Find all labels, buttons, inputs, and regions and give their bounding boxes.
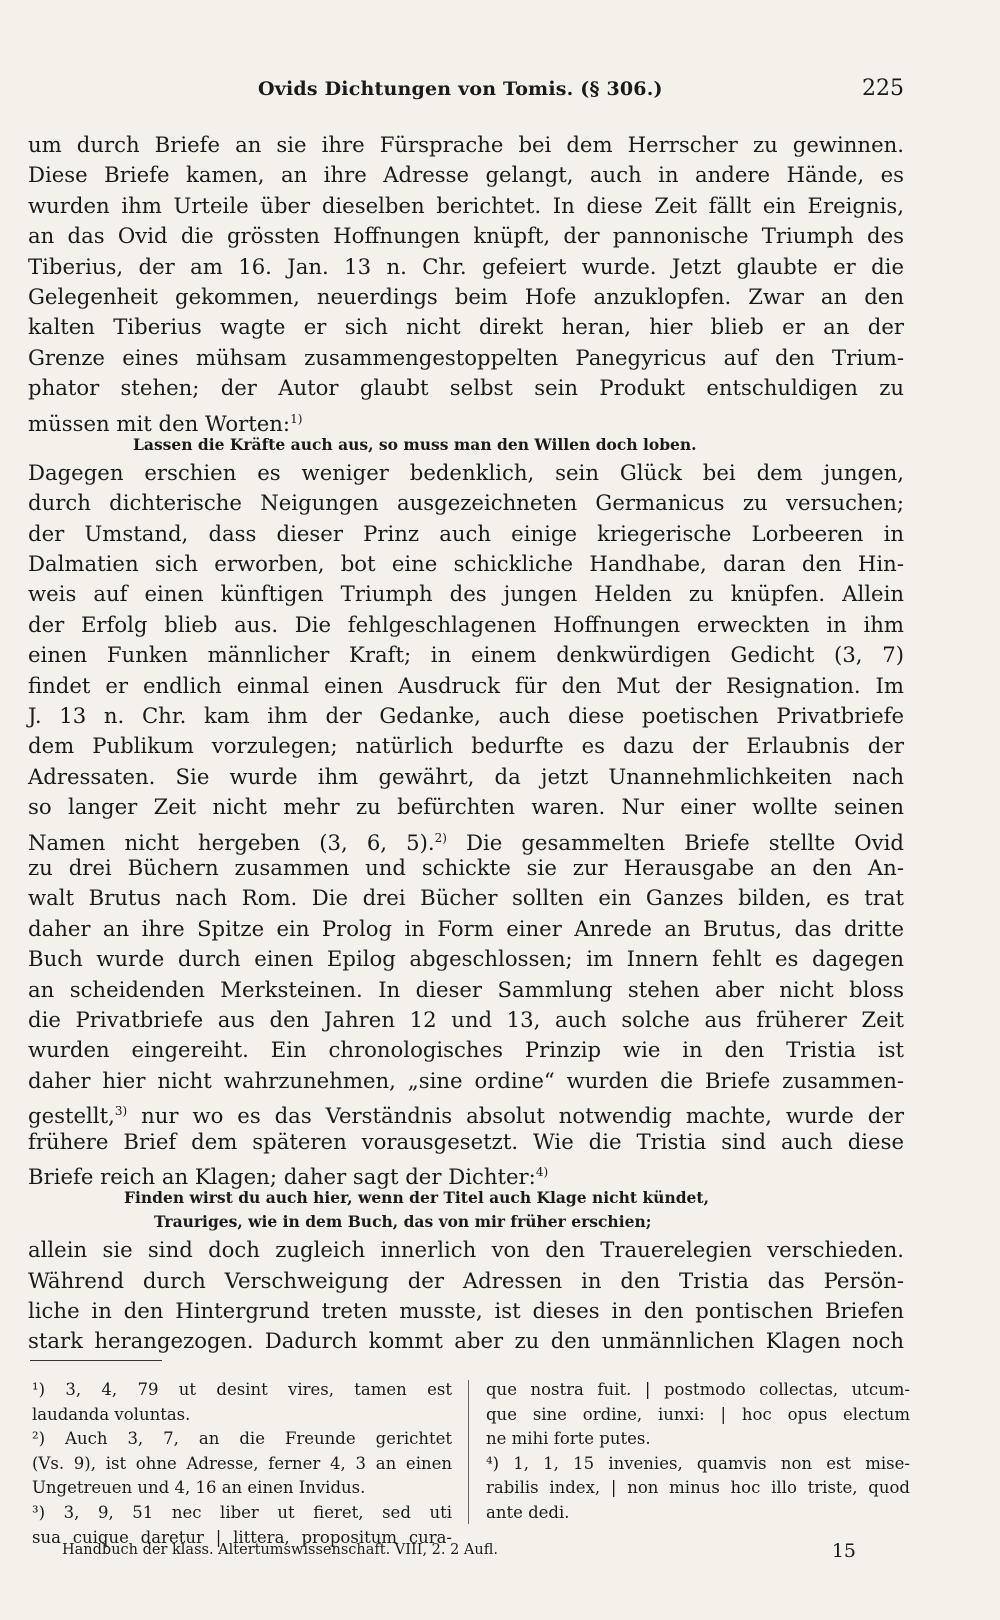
page-number: 225 <box>862 76 904 101</box>
text-line: liche in den Hintergrund treten musste, ist dieses in den pontischen Briefen <box>28 1298 904 1324</box>
text-fragment: Briefe reich an Klagen; daher sagt der Dichter: <box>28 1163 536 1189</box>
text-line: stark herangezogen. Dadurch kommt aber zu den unmännlichen Klagen noch <box>28 1328 904 1354</box>
text-line: der Umstand, dass dieser Prinz auch einige kriegerische Lorbeeren in <box>28 520 904 546</box>
footnote-line: (Vs. 9), ist ohne Adresse, ferner 4, 3 an einen <box>32 1453 452 1473</box>
verse-quote: Lassen die Kräfte auch aus, so muss man den Willen doch loben. <box>133 434 697 454</box>
footnote-line: ¹) 3, 4, 79 ut desint vires, tamen est <box>32 1380 452 1399</box>
footnote-line: ⁴) 1, 1, 15 invenies, quamvis non est mise- <box>486 1453 910 1473</box>
text-line: Diese Briefe kamen, an ihre Adresse gelangt, auch in andere Hände, es <box>28 162 904 188</box>
footnote-line: ne mihi forte putes. <box>486 1429 651 1449</box>
footnote-line: rabilis index, | non minus hoc illo triste, quod <box>486 1478 910 1498</box>
footnote-ref: 3) <box>114 1104 128 1119</box>
text-line: walt Brutus nach Rom. Die drei Bücher sollten ein Ganzes bilden, es trat <box>28 885 904 911</box>
text-line <box>28 1157 904 1187</box>
text-line: um durch Briefe an sie ihre Fürsprache bei dem Herrscher zu gewinnen. <box>28 132 904 157</box>
text-fragment: Die gesammelten Briefe stellte Ovid <box>446 829 904 855</box>
footnote-ref: 1) <box>290 411 303 426</box>
text-line: Dagegen erschien es weniger bedenklich, sein Glück bei dem jungen, <box>28 459 904 485</box>
verse-quote: Finden wirst du auch hier, wenn der Titel auch Klage nicht kündet, <box>124 1188 709 1208</box>
main-text <box>28 130 904 1357</box>
printer-signature <box>62 1540 912 1562</box>
text-line: einen Funken männlicher Kraft; in einem denkwürdigen Gedicht (3, 7) <box>28 642 904 668</box>
footnote-line: laudanda voluntas. <box>32 1404 191 1424</box>
text-line: daher hier nicht wahrzunehmen, „sine ordine“ wurden die Briefe zusammen- <box>28 1067 904 1093</box>
text-line: Adressaten. Sie wurde ihm gewährt, da jetzt Unannehmlichkeiten nach <box>28 763 904 789</box>
text-line <box>28 823 904 853</box>
footnote-line: ³) 3, 9, 51 nec liber ut fieret, sed uti <box>32 1502 452 1522</box>
footnote-line: Ungetreuen und 4, 16 an einen Invidus. <box>32 1478 366 1498</box>
text-line: daher an ihre Spitze ein Prolog in Form einer Anrede an Brutus, das dritte <box>28 915 904 941</box>
text-line: Dalmatien sich erworben, bot eine schickliche Handhabe, daran den Hin- <box>28 551 904 577</box>
footnotes <box>0 1378 1000 1547</box>
footnotes-right-column <box>486 1378 910 1526</box>
footnote-line: que nostra fuit. | postmodo collectas, utcum- <box>486 1380 910 1399</box>
text-line: allein sie sind doch zugleich innerlich von den Trauerelegien verschieden. <box>28 1237 904 1263</box>
text-fragment: gestellt, <box>28 1103 115 1129</box>
text-line: Buch wurde durch einen Epilog abgeschlossen; im Innern fehlt es dagegen <box>28 946 904 972</box>
footnote-ref: 2) <box>434 830 447 845</box>
text-line: an das Ovid die grössten Hoffnungen knüpft, der pannonische Triumph des <box>28 223 904 249</box>
text-line: J. 13 n. Chr. kam ihm der Gedanke, auch diese poetischen Privatbriefe <box>28 703 904 729</box>
text-fragment: Namen nicht hergeben (3, 6, 5). <box>28 829 435 855</box>
text-line: frühere Brief dem späteren vorausgesetzt. Wie die Tristia sind auch diese <box>28 1128 904 1154</box>
footnote-line: ante dedi. <box>486 1502 570 1522</box>
footnotes-left-column <box>32 1378 452 1550</box>
text-line: dem Publikum vorzulegen; natürlich bedurfte es dazu der Erlaubnis der <box>28 733 904 759</box>
text-line: weis auf einen künftigen Triumph des jungen Helden zu knüpfen. Allein <box>28 581 904 607</box>
signature-text: Handbuch der klass. Altertumswissenschaft. VIII, 2. 2 Aufl. <box>62 1542 499 1558</box>
text-line: Während durch Verschweigung der Adressen in den Tristia das Persön- <box>28 1267 904 1293</box>
text-line: phator stehen; der Autor glaubt selbst sein Produkt entschuldigen zu <box>28 375 904 401</box>
text-line: Grenze eines mühsam zusammengestoppelten Panegyricus auf den Trium- <box>28 344 904 370</box>
text-line: kalten Tiberius wagte er sich nicht direkt heran, hier blieb er an der <box>28 314 904 340</box>
text-line: Tiberius, der am 16. Jan. 13 n. Chr. gefeiert wurde. Jetzt glaubte er die <box>28 253 904 279</box>
text-line: wurden ihm Urteile über dieselben berichtet. In diese Zeit fällt ein Ereignis, <box>28 192 904 218</box>
text-line: durch dichterische Neigungen ausgezeichneten Germanicus zu versuchen; <box>28 490 904 516</box>
text-fragment: nur wo es das Verständnis absolut notwendig machte, wurde der <box>127 1103 904 1129</box>
text-line: so langer Zeit nicht mehr zu befürchten waren. Nur einer wollte seinen <box>28 794 904 820</box>
text-line: an scheidenden Merksteinen. In dieser Sammlung stehen aber nicht bloss <box>28 976 904 1002</box>
text-fragment: müssen mit den Worten: <box>28 410 291 436</box>
running-head <box>0 72 1000 112</box>
text-line: der Erfolg blieb aus. Die fehlgeschlagenen Hoffnungen erweckten in ihm <box>28 611 904 637</box>
text-line <box>28 1096 904 1129</box>
text-line <box>28 404 904 434</box>
footnote-line: ²) Auch 3, 7, an die Freunde gerichtet <box>32 1429 452 1449</box>
text-line: Gelegenheit gekommen, neuerdings beim Hofe anzuklopfen. Zwar an den <box>28 283 904 309</box>
running-title: Ovids Dichtungen von Tomis. (§ 306.) <box>258 78 663 100</box>
footnote-rule <box>30 1360 162 1361</box>
text-line: findet er endlich einmal einen Ausdruck für den Mut der Resignation. Im <box>28 672 904 698</box>
text-line: wurden eingereiht. Ein chronologisches Prinzip wie in den Tristia ist <box>28 1037 904 1063</box>
text-line: die Privatbriefe aus den Jahren 12 und 13, auch solche aus früherer Zeit <box>28 1006 904 1032</box>
text-line: zu drei Büchern zusammen und schickte sie zur Herausgabe an den An- <box>28 854 904 880</box>
footnote-line: que sine ordine, iunxi: | hoc opus electum <box>486 1404 910 1424</box>
signature-number: 15 <box>831 1540 856 1562</box>
footnote-line: sua cuique daretur | littera, propositum cura- <box>32 1527 452 1547</box>
verse-quote: Trauriges, wie in dem Buch, das von mir früher erschien; <box>154 1212 652 1232</box>
footnote-ref: 4) <box>535 1164 549 1179</box>
